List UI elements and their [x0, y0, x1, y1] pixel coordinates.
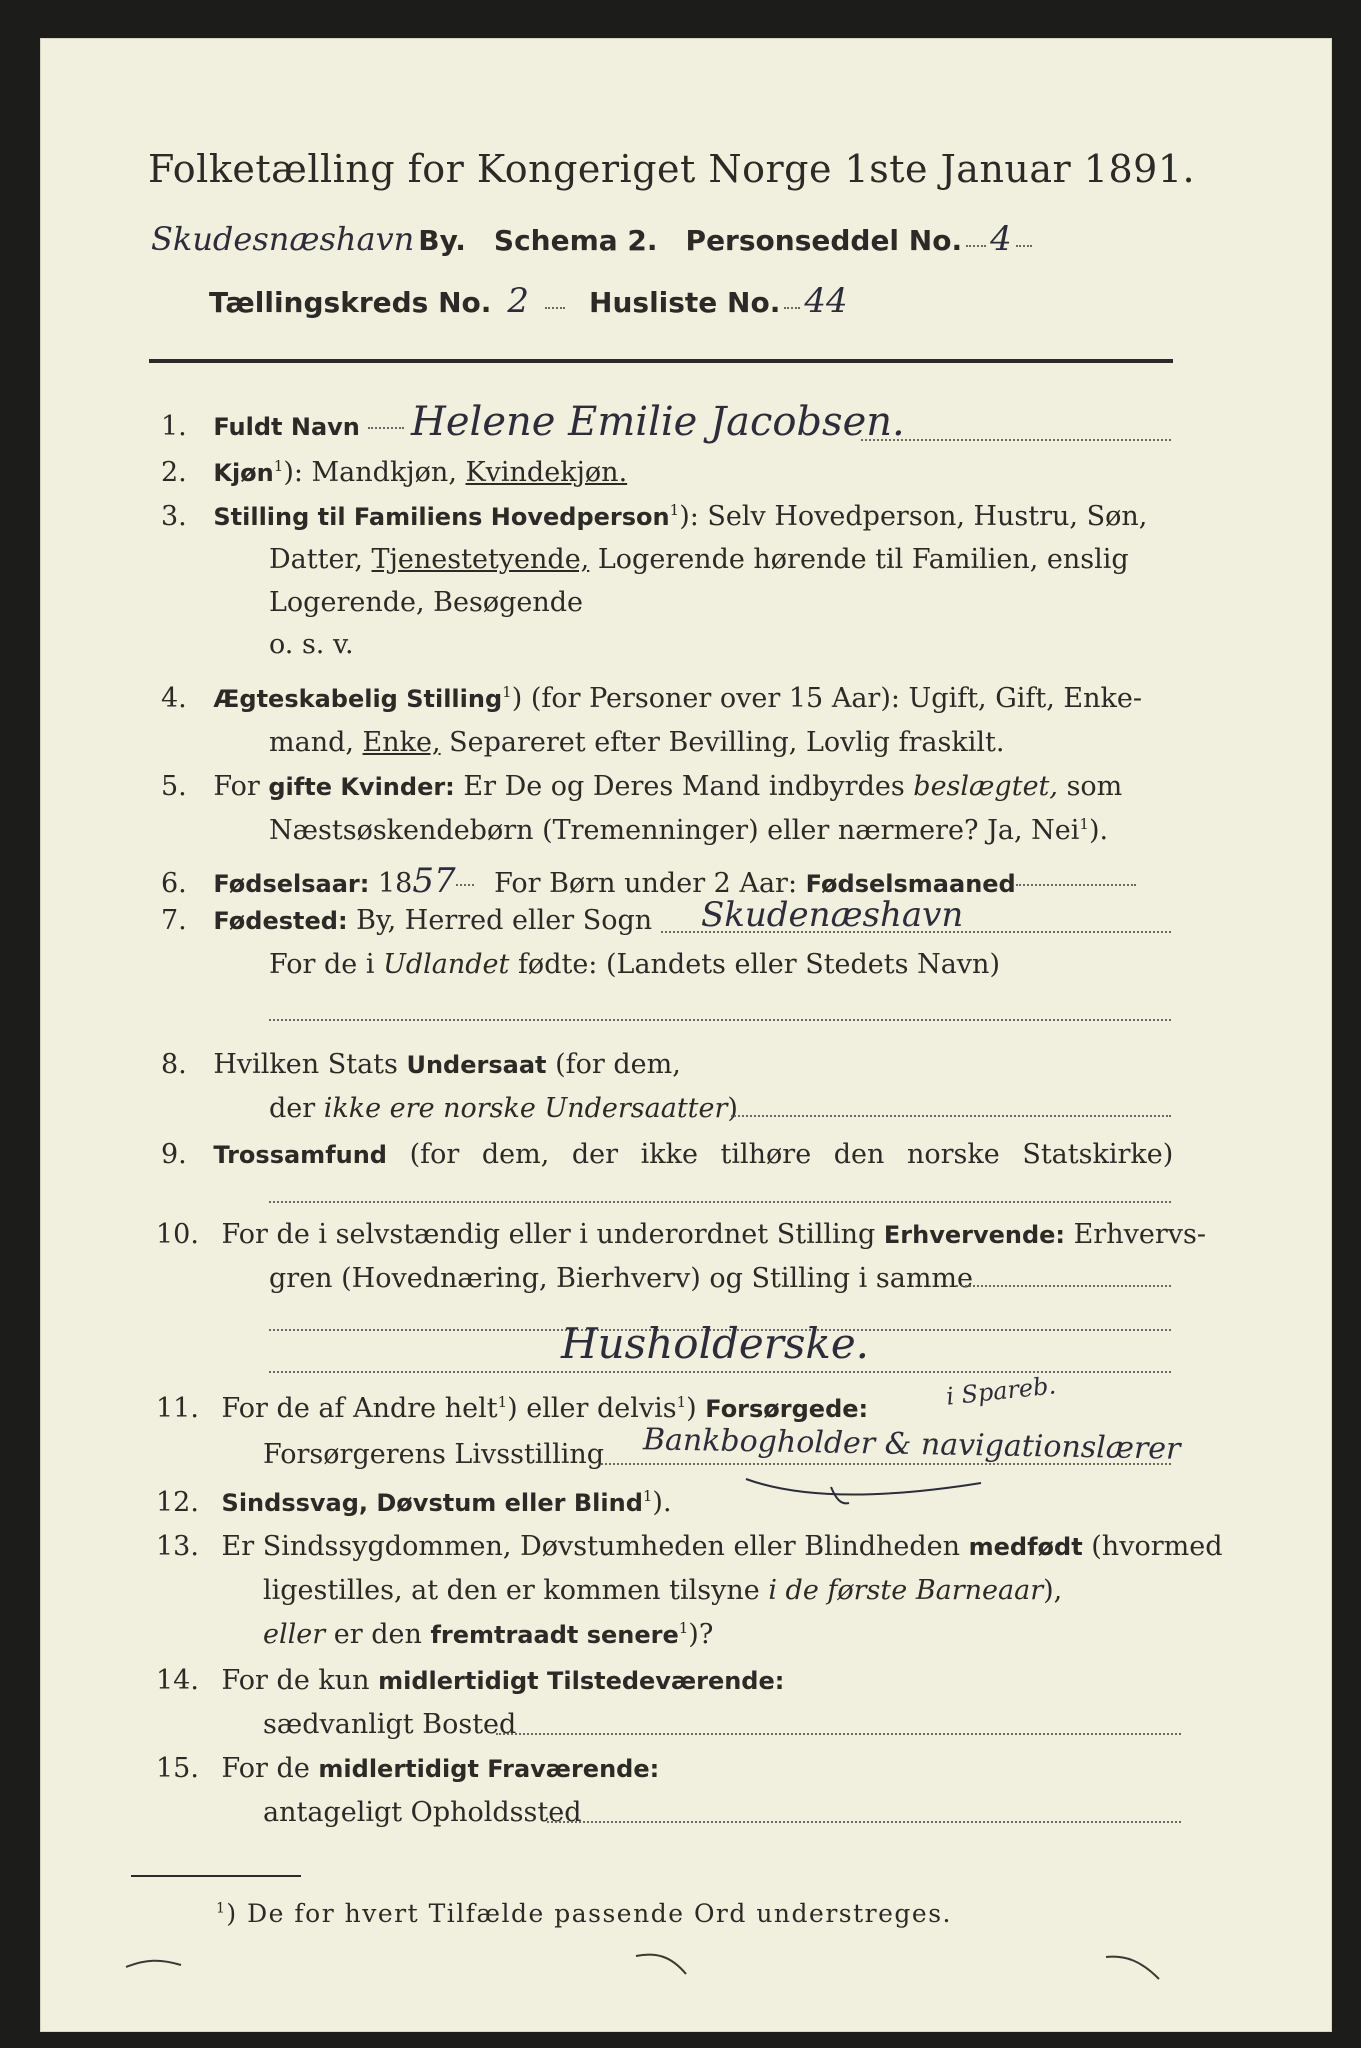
item-5: 5. For gifte Kvinder: Er De og Deres Mand indbyrdes beslægtet, som: [161, 771, 1123, 802]
by-handwritten: Skudesnæshavn: [151, 220, 415, 258]
husliste-number: 44: [804, 281, 848, 321]
header-line-kreds: [209, 281, 848, 321]
forsorget-note: i Spareb.: [944, 1371, 1058, 1411]
census-form: Folketælling for Kongeriget Norge 1ste Januar 1891. Skudesnæshavn By. Schema 2. Personseddel No. 4 Tællingskreds No. 2 Husliste No. 44 1. Fuldt Navn Helene Emilie Jacobsen. 2. Kjøn$^1$): Mandkjøn, Kvindekjøn. 3. Stilling til Familiens Hovedperson$^1$): Selv Hovedperson, Hustru, Søn, Datter, Tjenestetyende, Logerende hørende til Familien, enslig Logerende, Besøgende o. s. v. 4. Ægteskabelig Stilling$^1$) (for Personer over 15 Aar): Ugift, Gift, Enke- mand, Enke, Separeret efter Bevilling, Lovlig fraskilt. 5. For gifte Kvinder: Er De og Deres Mand indbyrdes beslægtet, som Næstsøskendebørn (Tremenninger) eller nærmere? Ja, Nei$^1$). 6. Fødselsaar: 1857 For Børn under 2 Aar: Fødselsmaaned 7. Fødested: By, Herred eller Sogn Skudenæshavn For de i Udlandet fødte: (Landets eller Stedets Navn) 8. Hvilken Stats Undersaat (for dem, der ikke ere norske Undersaatter) 9. Trossamfund (for dem, der ikke tilhøre den norske Statskirke) 10. For de i selvstændig eller i underordnet Stilling Erhvervende: Erhvervs- gren (Hovednæring, Bierhverv) og Stilling i samme Husholderske. i Spareb. 11. For de af Andre helt$^1$) eller delvis$^1$) Forsørgede: Forsørgerens Livsstilling Bankbogholder & navigationslærer 12. Sindssvag, Døvstum eller Blind$^1$). 13. Er Sindssygdommen, Døvstumheden eller Blindheden medfødt (hvormed ligestilles, at den er kommen tilsyne i de første Barneaar), eller er den fremtraadt senere$^1$)? 14. For de kun midlertidigt Tilstedeværende: sædvanligt Bosted 15. For de midlertidigt Fraværende: antageligt Opholdssted $^1$) De for hvert Tilfælde passende Ord understreges.: [40, 38, 1332, 2032]
enke-selected: Enke,: [362, 727, 441, 758]
item-14: 14. For de kun midlertidigt Tilstedeværende:: [156, 1665, 785, 1696]
item-13: 13. Er Sindssygdommen, Døvstumheden eller Blindheden medfødt (hvormed: [156, 1531, 1223, 1562]
item-1: 1. Fuldt Navn: [161, 411, 404, 442]
footnote-rule: [131, 1875, 301, 1877]
sindssvag-label: Sindssvag, Døvstum: [221, 1489, 497, 1517]
gifte-kvinder-label: gifte Kvinder:: [268, 773, 455, 801]
provider-answer: Bankbogholder & navigationslærer: [642, 1422, 1181, 1467]
form-title: Folketælling for Kongeriget Norge 1ste Januar 1891.: [148, 147, 1196, 191]
kvindekjon-selected: Kvindekjøn.: [465, 457, 628, 488]
occupation-answer: Husholderske.: [561, 1319, 870, 1368]
kreds-number: 2: [507, 281, 530, 321]
husliste-label: Husliste No.: [589, 286, 781, 319]
fremtraadt-label: fremtraadt senere: [430, 1621, 679, 1649]
fuldt-navn-label: Fuldt Navn: [213, 413, 360, 441]
kjon-label: Kjøn: [213, 459, 274, 487]
undersaat-label: Undersaat: [406, 1051, 547, 1079]
blind-label: Blind: [573, 1489, 643, 1517]
item-9: 9. Trossamfund (for dem, der ikke tilhøre den norske Statskirke): [161, 1139, 1174, 1170]
corner-mark-right: [1101, 1947, 1171, 1987]
item-7: 7. Fødested: By, Herred eller Sogn: [161, 905, 653, 936]
name-answer: Helene Emilie Jacobsen.: [411, 399, 905, 445]
handwritten-flourish: [741, 1469, 1001, 1509]
fravaerende-label: midlertidigt Fraværende:: [318, 1755, 660, 1783]
corner-mark-center: [631, 1944, 701, 1984]
by-label: By.: [418, 224, 466, 257]
forsorgede-label: Forsørgede:: [705, 1395, 869, 1423]
item-11: 11. For de af Andre helt$^1$) eller delvis$^1$) Forsørgede:: [156, 1393, 869, 1424]
stilling-label: Stilling til Familiens Hovedperson: [213, 503, 670, 531]
medfodt-label: medfødt: [968, 1533, 1083, 1561]
tilstedevaerende-label: midlertidigt Tilstedeværende:: [378, 1667, 785, 1695]
item-4: 4. Ægteskabelig Stilling$^1$) (for Personer over 15 Aar): Ugift, Gift, Enke-: [161, 683, 1142, 714]
header-line-by: [151, 219, 1032, 259]
personseddel-label: Personseddel No.: [685, 224, 963, 257]
aegteskabelig-label: Ægteskabelig Stilling: [213, 685, 503, 713]
birthplace-answer: Skudenæshavn: [701, 895, 964, 935]
birth-year-answer: 57: [412, 861, 456, 901]
item-6: 6. Fødselsaar: 1857 For Børn under 2 Aar: Fødselsmaaned: [161, 861, 1136, 901]
item-15: 15. For de midlertidigt Fraværende:: [156, 1753, 660, 1784]
item-2: 2. Kjøn$^1$): Mandkjøn, Kvindekjøn.: [161, 457, 628, 488]
footnote: $^1$) De for hvert Tilfælde passende Ord understreges.: [216, 1899, 952, 1928]
trossamfund-label: Trossamfund: [213, 1141, 387, 1169]
item-3: 3. Stilling til Familiens Hovedperson$^1$): Selv Hovedperson, Hustru, Søn,: [161, 501, 1148, 532]
schema-label: Schema 2.: [493, 224, 658, 257]
fodselsaar-label: Fødselsaar:: [213, 870, 370, 898]
item-12: 12. Sindssvag, Døvstum eller Blind$^1$).: [156, 1487, 672, 1518]
kreds-label: Tællingskreds No.: [209, 286, 492, 319]
erhvervende-label: Erhvervende:: [883, 1221, 1066, 1249]
item-10: 10. For de i selvstændig eller i underordnet Stilling Erhvervende: Erhvervs-: [156, 1219, 1206, 1250]
fodselsmaaned-label: Fødselsmaaned: [805, 870, 1016, 898]
corner-mark-left: [121, 1949, 191, 1979]
personseddel-number: 4: [990, 219, 1012, 259]
tjenestetyende-selected: Tjenestetyende,: [371, 544, 590, 575]
header-rule: [149, 359, 1173, 363]
item-8: 8. Hvilken Stats Undersaat (for dem,: [161, 1049, 681, 1080]
fodested-label: Fødested:: [213, 907, 348, 935]
